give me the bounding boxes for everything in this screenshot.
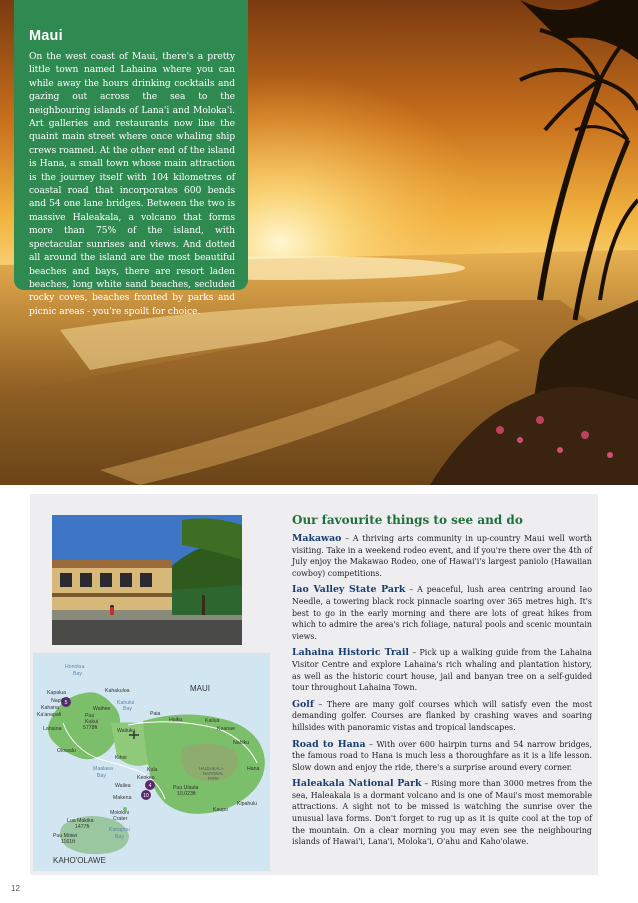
favourites-section [292, 513, 592, 853]
map-label-kahului: Kahului [117, 700, 135, 706]
map-label-kaanapali: Ka'anapali [37, 712, 62, 718]
page-number: 12 [11, 884, 20, 893]
favourite-item-name: Road to Hana [292, 738, 366, 750]
maui-map [33, 653, 270, 871]
map-label-maalaea: Maalaea [93, 766, 113, 772]
map-label-kailua: Kailua [205, 718, 220, 724]
map-label-kaupo: Kaupo [213, 807, 229, 813]
lahaina-street-photo [52, 515, 242, 645]
map-label-keokea: Keokea [137, 775, 155, 781]
map-label-kapalua: Kapalua [47, 690, 67, 696]
favourite-item-name: Golf [292, 698, 314, 710]
map-marker-4: 4 [148, 783, 152, 789]
favourite-item-text: – A peaceful, lush area centring around Iao Needle, a towering black rock pinnacle soaring over 365 metres high. It's best to go in the early morning and there are lots of great hikes from which to admire the area's rich foliage, natural pools and scenic mountain views. [292, 585, 592, 641]
map-marker-5: 5 [64, 700, 68, 706]
map-label-park: PARK [208, 776, 220, 781]
map-label-kahului-bay: Bay [123, 706, 132, 712]
map-label-kanapou: Kanapou [109, 827, 130, 833]
map-label-haleakala: HALEAKALA [199, 766, 224, 771]
favourite-item-text: – A thriving arts community in up-country Maui well worth visiting. Take in a weekend rodeo event, and if you're there over the 4th of July enjoy the Makawao Rodeo, one of Hawai'i's largest paniolo (Hawaiian cowboy) competitions. [292, 534, 592, 578]
map-label-honolua: Honolua [65, 664, 85, 670]
map-label-kahana: Kahana [41, 705, 59, 711]
intro-body: On the west coast of Maui, there's a pretty little town named Lahaina where you can while away the hours drinking cocktails and gazing out across the sea to the neighbouring islands of Lana'i and Moloka'i. Art galleries and restaurants now line the quaint main street where once whaling ship crews roamed. At the other end of the island is Hana, a small town whose main attraction is the journey itself with 104 kilometres of coastal road that incorporates 600 bends and 54 one lane bridges. Between the two is massive Haleakala, a volcano that forms more than 75% of the island, with spectacular sunrises and views. And dotted all around the island are the most beautiful beaches and bays, there are resort laden beaches, long white sand beaches, secluded rocky coves, beaches fronted by parks and picnic areas - you're spoilt for choice. [29, 51, 235, 317]
map-label-nahiku: Nahiku [233, 740, 250, 746]
favourite-item-text: – Rising more than 3000 metres from the sea, Haleakala is a dormant volcano and is one of Maui's most memorable attractions. A sight not to be missed is watching the sunrise over the unusual lava forms. Don't forget to rug up as it is quite cool at the top of the mountain. On a clear morning you may even see the neighbouring islands of Hawai'i, Lana'i, Moloka'i, O'ahu and Kaho'olawe. [292, 779, 592, 847]
favourite-item-name: Lahaina Historic Trail [292, 647, 409, 659]
favourite-item [292, 778, 592, 848]
favourite-item-text: – Pick up a walking guide from the Lahaina Visitor Centre and explore Lahaina's rich whaling and plantation history, as well as the historic court house, jail and banyan tree on a self-guided tour throughout Lahaina Town. [292, 648, 592, 693]
map-label-puu: Puu [85, 713, 95, 719]
map-label-kipahulu: Kipahulu [237, 801, 258, 807]
map-label-kula: Kula [147, 767, 158, 773]
map-label-molokini: Molokini [110, 810, 130, 816]
intro-title: Maui [29, 28, 63, 44]
map-label-crater: Crater [113, 816, 128, 822]
map-label-puu-ulaula: Puu Ulaula [173, 785, 199, 791]
favourite-item [292, 739, 592, 774]
map-title-kahoolawe: KAHO'OLAWE [53, 856, 106, 865]
map-label-kanapou-bay: Bay [115, 834, 124, 840]
map-label-puu-moiwi-height: 1161ft [61, 839, 76, 845]
favourite-item-name: Haleakala National Park [292, 778, 422, 790]
favourite-item-name: Iao Valley State Park [292, 584, 406, 596]
map-label-lua-makika-height: 1477ft [75, 824, 90, 830]
map-label-kukui: Kukui [85, 719, 98, 725]
map-label-olowalu: Olowalu [57, 748, 76, 754]
map-label-keanae: Keanae [217, 726, 235, 732]
favourite-item [292, 699, 592, 734]
content-panel [30, 494, 598, 875]
favourite-item-name: Makawao [292, 533, 342, 544]
map-label-puu-ulaula-height: 10,023ft [177, 791, 196, 797]
intro-panel [14, 0, 248, 317]
favourite-item-text: – There are many golf courses which will satisfy even the most demanding golfer. Courses are flanked by crashing waves and soaring hillsides with panoramic vistas and tropical landscapes. [292, 699, 592, 732]
favourite-item [292, 533, 592, 579]
favourite-item [292, 647, 592, 693]
map-label-makena: Makena [113, 795, 132, 801]
lahaina-street-image [52, 515, 242, 645]
map-label-paia: Paia [150, 711, 161, 717]
map-label-honolua-bay: Bay [73, 671, 82, 677]
map-label-hana: Hana [247, 766, 260, 772]
map-label-lua-makika: Lua Makika [67, 818, 94, 824]
map-title-maui: MAUI [190, 684, 210, 693]
map-label-lahaina: Lahaina [43, 726, 62, 732]
map-label-wailea: Wailea [115, 783, 131, 789]
map-label-napili: Napili [51, 698, 64, 704]
maui-map-graphic [33, 653, 270, 871]
map-label-waihee: Waihee [93, 706, 111, 712]
map-label-maalaea-bay: Bay [97, 773, 106, 779]
favourites-title: Our favourite things to see and do [292, 513, 523, 527]
favourite-item [292, 584, 592, 642]
map-marker-10: 10 [143, 793, 149, 799]
map-label-puu-moiwi: Puu Moiwi [53, 833, 77, 839]
map-label-national: NATIONAL [203, 771, 224, 776]
map-label-kihei: Kihei [115, 755, 127, 761]
map-label-haiku: Haiku [169, 717, 183, 723]
map-label-kahakuloa: Kahakuloa [105, 688, 130, 694]
map-label-wailuku: Wailuku [117, 728, 136, 734]
favourite-item-text: – With over 600 hairpin turns and 54 narrow bridges, the famous road to Hana is much less a thoroughfare as it is a life lesson. Slow down and enjoy the ride, there's a surprise around every corner. [292, 739, 592, 772]
map-label-kukui-height: 5778ft [83, 725, 98, 731]
